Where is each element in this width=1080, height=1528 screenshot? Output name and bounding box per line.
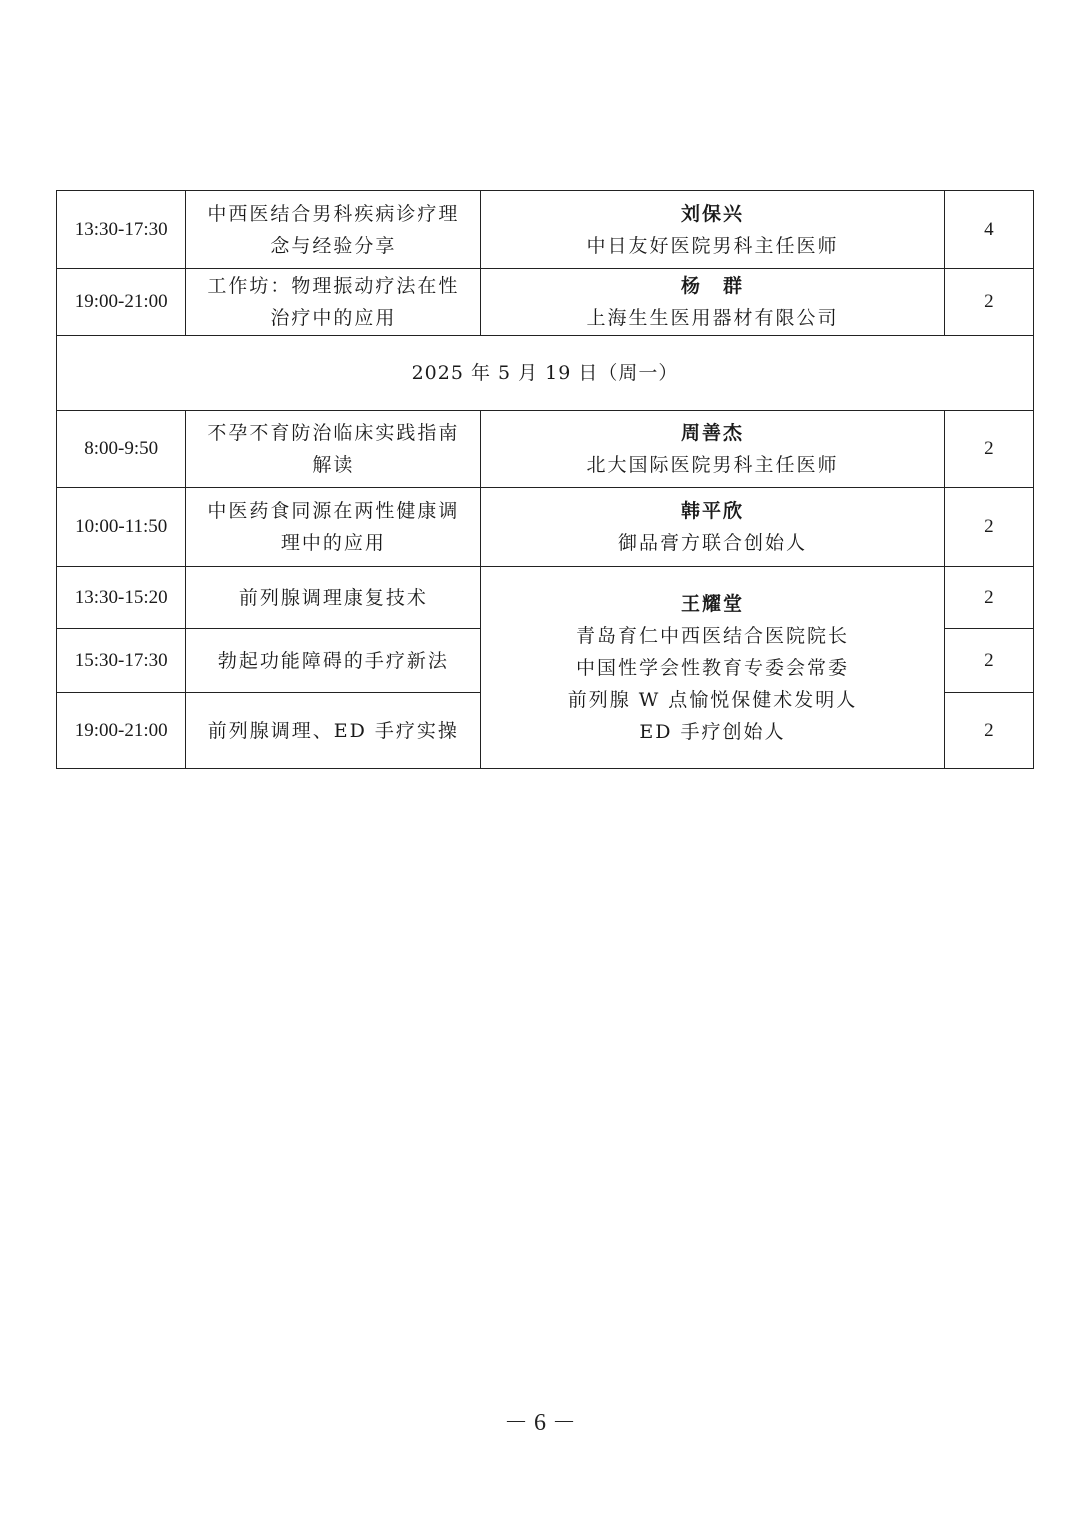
table-row: [57, 488, 1034, 567]
topic-cell: [186, 191, 481, 269]
speaker-cell: [481, 411, 944, 488]
speaker-cell: [481, 191, 944, 269]
topic-line: 治疗中的应用: [270, 307, 397, 329]
table-row: [57, 411, 1034, 488]
topic-cell: 勃起功能障碍的手疗新法: [186, 629, 481, 693]
topic-cell: 前列腺调理、ED 手疗实操: [186, 693, 481, 769]
hours-cell: 2: [944, 269, 1033, 336]
time-cell: 19:00-21:00: [57, 693, 186, 769]
speaker-title: ED 手疗创始人: [639, 720, 786, 743]
topic-line: 念与经验分享: [270, 234, 397, 257]
hours-cell: 2: [944, 629, 1033, 693]
table-row: [57, 191, 1034, 269]
speaker-title: 前列腺 W 点愉悦保健术发明人: [567, 688, 858, 711]
speaker-title: 青岛育仁中西医结合医院院长: [575, 624, 849, 647]
time-cell: 13:30-17:30: [57, 191, 186, 269]
speaker-title: 御品膏方联合创始人: [617, 532, 807, 554]
speaker-cell: [481, 567, 944, 769]
hours-cell: 4: [944, 191, 1033, 269]
hours-cell: 2: [944, 488, 1033, 567]
page-number: － 6 －: [504, 1410, 576, 1436]
table-row: [57, 567, 1034, 629]
hours-cell: 2: [944, 567, 1033, 629]
topic-line: 工作坊：物理振动疗法在性: [207, 275, 460, 297]
speaker-cell: [481, 488, 944, 567]
topic-line: 中西医结合男科疾病诊疗理: [207, 202, 460, 225]
speaker-title: 中日友好医院男科主任医师: [586, 234, 839, 257]
date-header: 2025 年 5 月 19 日（周一）: [57, 336, 1034, 411]
topic-line: 解读: [312, 454, 355, 476]
speaker-title: 中国性学会性教育专委会常委: [575, 656, 849, 679]
hours-cell: 2: [944, 693, 1033, 769]
date-header-row: [57, 336, 1034, 411]
speaker-title: 上海生生医用器材有限公司: [586, 307, 839, 329]
table-row: [57, 269, 1034, 336]
topic-cell: 前列腺调理康复技术: [186, 567, 481, 629]
speaker-name: 周善杰: [680, 422, 744, 444]
time-cell: 13:30-15:20: [57, 567, 186, 629]
speaker-cell: [481, 269, 944, 336]
topic-cell: [186, 488, 481, 567]
speaker-name: 王耀堂: [680, 592, 744, 615]
topic-cell: [186, 269, 481, 336]
time-cell: 19:00-21:00: [57, 269, 186, 336]
topic-cell: [186, 411, 481, 488]
speaker-name: 韩平欣: [680, 500, 744, 522]
speaker-name: 刘保兴: [680, 202, 744, 225]
topic-line: 不孕不育防治临床实践指南: [207, 422, 460, 444]
time-cell: 15:30-17:30: [57, 629, 186, 693]
time-cell: 10:00-11:50: [57, 488, 186, 567]
speaker-name: 杨 群: [680, 275, 744, 297]
topic-line: 理中的应用: [280, 532, 386, 554]
hours-cell: 2: [944, 411, 1033, 488]
schedule-table: [56, 190, 1034, 769]
time-cell: 8:00-9:50: [57, 411, 186, 488]
topic-line: 中医药食同源在两性健康调: [207, 500, 460, 522]
speaker-title: 北大国际医院男科主任医师: [586, 454, 839, 476]
